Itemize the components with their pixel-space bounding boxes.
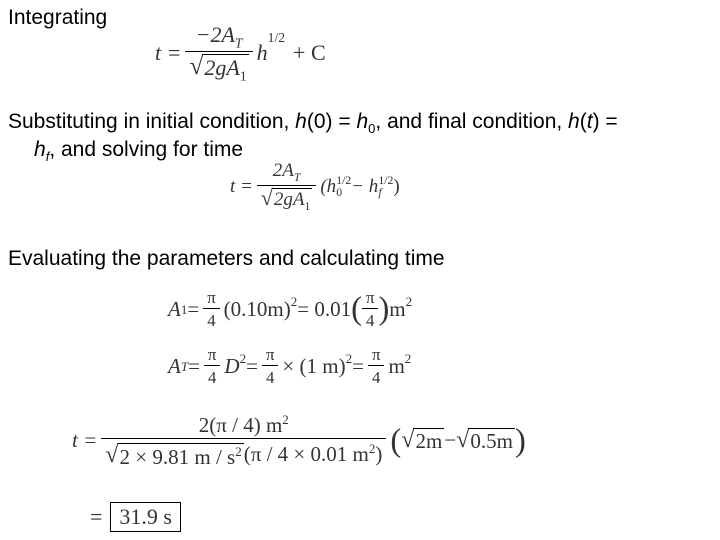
numerator: π <box>265 345 275 364</box>
denominator: 4 <box>204 365 220 388</box>
unit: m <box>389 297 406 321</box>
denominator: 4 <box>262 365 278 388</box>
text-segment: , and solving for time <box>49 138 244 161</box>
sqrt <box>260 185 313 214</box>
exponent: 2 <box>290 294 298 309</box>
subscript: f <box>378 185 382 199</box>
result-box: 31.9 s <box>110 502 181 532</box>
den-root-text: 2 × 9.81 m / s <box>119 444 236 469</box>
denominator <box>185 51 252 84</box>
equals: = <box>90 504 103 529</box>
radicand <box>272 188 313 214</box>
text-integrating: Integrating <box>8 6 108 29</box>
sqrt <box>456 425 515 454</box>
value-term: = 0.01 <box>297 297 352 321</box>
var-h: h <box>356 110 369 133</box>
equals: = <box>246 354 258 378</box>
radical-sign: √ <box>105 440 119 468</box>
left-paren: ( <box>390 422 402 459</box>
exponent: 2 <box>404 351 412 366</box>
fraction <box>101 412 386 470</box>
exponent: 1/2 <box>378 174 394 188</box>
numerator <box>192 22 247 51</box>
right-paren: ) <box>378 291 390 328</box>
text-segment: ) = <box>592 110 618 133</box>
minus-hf: − h <box>351 175 379 197</box>
subscript: 1 <box>304 199 311 213</box>
eq-lhs: t = <box>155 40 182 66</box>
denominator <box>101 438 386 470</box>
text-segment: , and final condition, <box>375 110 569 133</box>
var-a: A <box>168 297 181 321</box>
radical-sign: √ <box>189 52 204 81</box>
var-h: h <box>568 110 580 133</box>
sqrt <box>401 425 444 454</box>
right-paren: ) <box>514 422 526 459</box>
equation-time-calc <box>72 412 526 470</box>
numerator <box>195 412 293 438</box>
radical-sign: √ <box>260 185 273 210</box>
var-a: A <box>168 354 181 378</box>
sqrt <box>189 54 248 84</box>
unit: m <box>388 354 405 378</box>
equation-result <box>90 502 181 532</box>
numerator: π <box>207 288 216 307</box>
minus: − <box>444 428 457 453</box>
numerator: π <box>365 288 375 307</box>
var-h: h <box>256 40 268 66</box>
var-t: t <box>586 110 593 133</box>
equals: = <box>187 297 200 321</box>
num-text: 2A <box>272 160 294 181</box>
exponent: 2 <box>239 351 247 366</box>
denominator <box>257 185 317 214</box>
num-text: −2A <box>195 22 235 47</box>
subscript: 1 <box>180 301 188 317</box>
radical-sign: √ <box>456 425 470 453</box>
radical-sign: √ <box>401 425 415 453</box>
exponent: 2 <box>282 412 289 427</box>
subscript: T <box>180 358 189 374</box>
exponent: 1/2 <box>267 30 286 45</box>
denominator: 4 <box>203 308 219 331</box>
num-text: 2(π / 4) m <box>198 413 283 437</box>
exponent: 1/2 <box>336 174 352 188</box>
sqrt <box>105 440 243 470</box>
script-stack <box>336 175 351 199</box>
radicand: 2m <box>415 428 443 453</box>
eq-lhs: t = <box>230 175 253 197</box>
close-paren: ) <box>393 175 400 197</box>
radicand: 0.5m <box>470 428 513 453</box>
exponent: 2 <box>405 294 413 309</box>
exponent: 2 <box>345 351 353 366</box>
fraction-pi-4 <box>203 288 219 331</box>
equation-time <box>230 160 400 214</box>
fraction-pi-4 <box>262 345 278 388</box>
den-text: 2gA <box>273 188 305 210</box>
close-paren: ) <box>375 442 383 466</box>
constant: + C <box>293 40 326 66</box>
paren-h0: (h <box>320 175 337 197</box>
numerator <box>269 160 305 185</box>
fraction-pi-4 <box>362 288 378 331</box>
den-text: 2gA <box>204 55 240 81</box>
fraction <box>185 22 252 85</box>
var-h: h <box>295 110 307 133</box>
text-evaluating: Evaluating the parameters and calculating time <box>8 247 445 270</box>
left-paren: ( <box>351 291 362 328</box>
text-segment: ( <box>579 110 587 133</box>
times-term: × (1 m) <box>282 354 346 378</box>
exponent: 2 <box>368 441 376 456</box>
subscript: f <box>45 149 50 165</box>
script-stack <box>378 175 393 199</box>
denominator: 4 <box>362 308 378 331</box>
subscript: 0 <box>368 121 376 137</box>
text-segment: Substituting in initial condition, <box>8 110 296 133</box>
subscript: 0 <box>336 185 343 199</box>
den-rest-text: (π / 4 × 0.01 m <box>243 442 369 466</box>
eq-lhs: t = <box>72 428 98 453</box>
fraction-pi-4 <box>204 345 220 388</box>
equation-a1 <box>168 288 412 331</box>
radicand <box>202 54 248 84</box>
fraction-pi-4 <box>368 345 384 388</box>
radicand <box>118 443 244 470</box>
fraction <box>257 160 317 214</box>
denominator: 4 <box>368 365 384 388</box>
text-segment: (0) = <box>306 110 357 133</box>
equals: = <box>352 354 364 378</box>
var-d: D <box>224 354 240 378</box>
subscript: T <box>234 35 243 51</box>
equals: = <box>188 354 200 378</box>
subscript: T <box>293 170 301 184</box>
var-h: h <box>34 138 46 161</box>
exponent: 2 <box>235 443 242 459</box>
numerator: π <box>207 345 217 364</box>
text-substituting-line2 <box>34 136 243 171</box>
equation-integrated <box>155 22 326 85</box>
subscript: 1 <box>239 68 247 84</box>
equation-at <box>168 345 411 388</box>
numerator: π <box>371 345 381 364</box>
diameter-term: (0.10m) <box>223 297 291 321</box>
